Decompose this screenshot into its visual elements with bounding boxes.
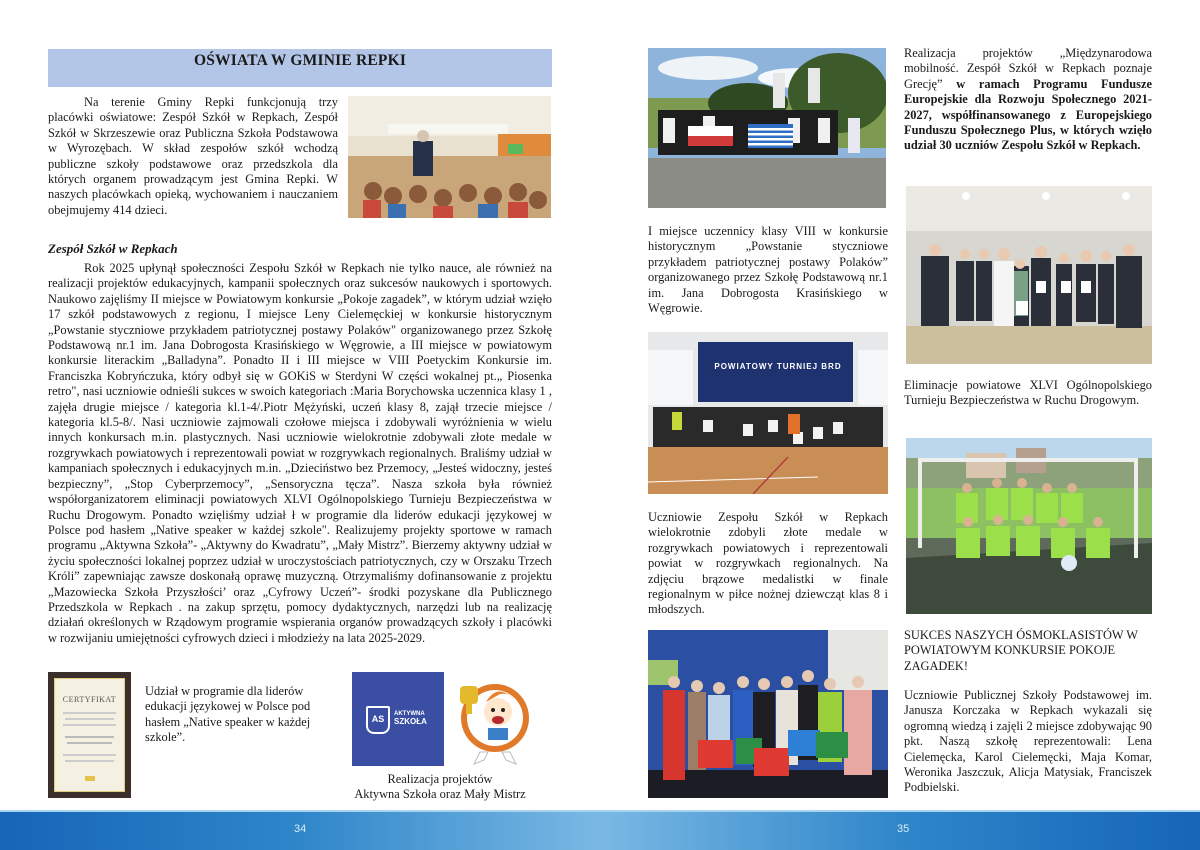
tournament-banner-text: POWIATOWY TURNIEJ BRD — [714, 362, 842, 371]
logos-caption-line1: Realizacja projektów — [387, 772, 493, 786]
history-contest-caption: I miejsce uczennicy klasy VIII w konkursie historycznym „Powstanie styczniowe przykładem patriotycznej postawy Polaków” organizowanego przez Szkołę Podstawową nr.1 im. Jana Dobrogosta Krasińskiego w Węgrowie. — [648, 224, 888, 316]
tournament-caption: Eliminacje powiatowe XLVI Ogólnopolskiego Turnieju Bezpieczeństwa w Ruchu Drogowym. — [904, 378, 1152, 408]
as-shield-icon: AS — [366, 706, 390, 734]
section-body: Rok 2025 upłynął społeczności Zespołu Szkół w Repkach nie tylko nauce, ale również na realizacji projektów edukacyjnych, kampanii społecznych oraz sukcesów naukowych i sportowych. Naukowo zajęliśmy II miejsce w Powiatowym konkursie „Pokoje zagadek”, w którym udział wzięło 17 szkół podstawowych z regionu, I miejsce Leny Cielemęckiej w konkursie historycznym „Powstanie styczniowe przykładem patriotycznej postawy Polaków" organizowanego przez Szkołę Podstawową nr.1 im. Jana Dobrogosta Krasińskiego w Węgrowie, a III miejsce w powiatowym konkursie literackim „Balladyna”. Ponadto II i III miejsce w VIII Poetyckim Konkursie im. Franciszka Kobryńczuka, który odbył się w GOKiS w Sterdyni W części wokalnej pt.„ Piosenka retro", nasi uczniowie odnieśli sukces w swoich kategoriach :Maria Borychowska uczennica klasy 1 , zajęła drugie miejsce / kategoria kl.1-4/.Piotr Mężyński, uczeń klasy 8, zajął trzecie miejsce / kategoria kl.5-8/. Nasi uczniowie zajmowali czołowe miejsca i zdobywali wyróżnienia w wielu innych konkursach m.in. plastycznych. Nasi uczniowie wielokrotnie zdobywali złote medale w rozgrywkach powiatowych i reprezentowali powiat w rozgrywkach regionalnych. Braliśmy udział w kampaniach społecznych i edukacyjnych m.in. „Dzieciństwo bez Przemocy, „Jesteś widoczny, jesteś bezpieczny”, „Stop Cyberprzemocy”, „Sensoryczna tęcza”. Nasza szkoła była również współorganizatorem eliminacji powiatowych XLVI Ogólnopolskiego Turnieju Bezpieczeństwa w Ruchu Drogowym. Ponadto wzięliśmy udział ł w programie dla liderów edukacji językowej w Polsce pod hasłem „Native speaker w każdej szkole". Realizujemy projekty sportowe w ramach programu „Aktywna Szkoła”- „Aktywny do Kwadratu”, „Mały Mistrz”. Bierzemy aktywny udział w życiu społeczności lokalnej poprzez udział w uroczystościach patriotycznych, czy w Orszaku Trzech Króli” zapewniając zawsze doskonałą oprawę muzyczną. Otrzymaliśmy dofinansowanie z projektu „Mazowiecka Szkoła Przyszłości’ oraz „Cyfrowy Uczeń”- środki pozyskane dla Publicznego Przedszkola w Repkach . na zakup sprzętu, pomocy dydaktycznych, narzędzi lub na realizację działań określonych w Rządowym programie wspierania organów prowadzących szkoły i placówki w rozwijaniu umiejętności cyfrowych dzieci i młodzieży na lata 2025-2029. — [48, 261, 552, 645]
page-title: OŚWIATA W GMINIE REPKI — [193, 52, 407, 69]
szkola-text: SZKOŁA — [394, 717, 427, 726]
award-ceremony-photo — [906, 186, 1152, 364]
certificate-caption: Udział w programie dla liderów edukacji językowej w Polsce pod hasłem „Native speaker w każdej szkole”. — [145, 684, 311, 745]
aktywna-szkola-logo — [352, 672, 444, 766]
greece-text-bold: w ramach Programu Fundusze Europejskie dla Rozwoju Społecznego 2021-2027, współfinansowanego z Europejskiego Funduszu Społecznego Plus, w których wzięło udział 30 uczniów Zespołu Szkół w Repkach. — [904, 76, 1152, 153]
certificate-label: CERTYFIKAT — [62, 695, 117, 704]
intro-paragraph: Na terenie Gminy Repki funkcjonują trzy placówki oświatowe: Zespół Szkół w Repkach, Zespół Szkół w Skrzeszewie oraz Publiczna Szkoła Podstawowa w Wyrozębach. W skład zespołów szkół wchodzą publiczne szkoły podstawowe oraz przedszkola dla których organem prowadzącym jest Gmina Repki. W naszych placówkach opieką, wychowaniem i nauczaniem obejmujemy 414 dzieci. — [48, 95, 338, 217]
page-footer-band — [0, 810, 1200, 850]
greece-project-text — [904, 46, 1152, 154]
medals-caption: Uczniowie Zespołu Szkół w Repkach wielokrotnie zdobyli złote medale w rozgrywkach powiatowych i reprezentowali powiat w rozgrywkach regionalnych. Na zdjęciu brązowe medalistki w finale regionalnym w piłce nożnej dziewcząt klas 8 i młodszych. — [648, 510, 888, 617]
section-header — [48, 49, 552, 87]
girls-football-team-photo — [906, 438, 1152, 614]
traffic-tournament-photo — [648, 332, 888, 494]
kindergarten-photo — [348, 96, 551, 218]
puzzle-contest-photo — [648, 630, 888, 798]
greece-trip-photo — [648, 48, 886, 208]
puzzle-text: Uczniowie Publicznej Szkoły Podstawowej im. Janusza Korczaka w Repkach wykazali się ogromną wiedzą i zajęli 2 miejsce zdobywając 90 pkt. Naszą szkołę reprezentowali: Lena Cielemęcka, Karol Cielemęcki, Maja Komar, Weronika Jaszczuk, Alicja Matysiak, Franciszek Podbielski. — [904, 688, 1152, 795]
certificate-photo — [48, 672, 131, 798]
aktywna-text: AKTYWNA — [394, 711, 425, 717]
greece-text-normal: Realizacja projektów „Międzynarodowa mobilność. Zespół Szkół w Repkach poznaje Grecję” — [904, 46, 1152, 91]
puzzle-heading: SUKCES NASZYCH ÓSMOKLASISTÓW W POWIATOWYM KONKURSIE POKOJE ZAGADEK! — [904, 628, 1138, 673]
page-number-left: 34 — [294, 823, 307, 835]
page-number-right: 35 — [897, 823, 910, 835]
section-title: Zespół Szkół w Repkach — [48, 241, 178, 256]
logos-caption — [340, 772, 540, 803]
logos-caption-line2: Aktywna Szkoła oraz Mały Mistrz — [354, 787, 526, 802]
maly-mistrz-logo — [450, 672, 535, 766]
